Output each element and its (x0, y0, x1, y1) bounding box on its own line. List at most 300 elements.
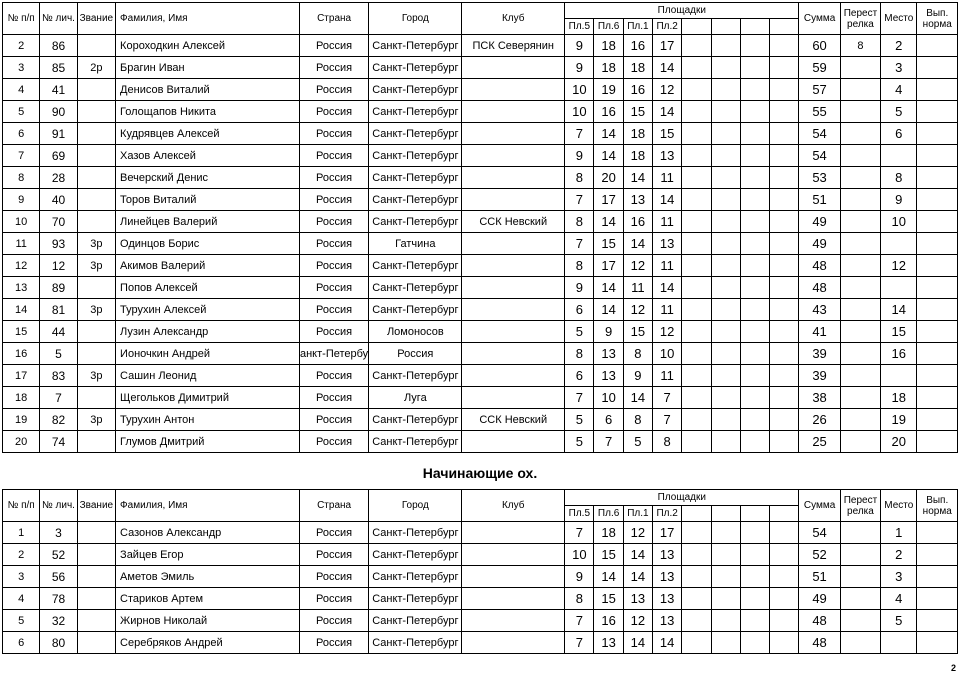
cell-country: Россия (299, 101, 369, 123)
cell-p1: 16 (623, 79, 652, 101)
cell-city: Санкт-Петербург (369, 522, 462, 544)
cell-blank (711, 544, 740, 566)
cell-norm (917, 321, 958, 343)
cell-name: Кудрявцев Алексей (116, 123, 300, 145)
header-place: Место (881, 490, 917, 522)
cell-num: 10 (3, 211, 40, 233)
table-row (3, 277, 958, 299)
cell-p2: 15 (653, 123, 682, 145)
cell-num: 3 (3, 57, 40, 79)
cell-city: Санкт-Петербург (369, 211, 462, 233)
results-table-main (2, 2, 958, 453)
cell-shootoff (840, 101, 880, 123)
cell-country: Россия (299, 431, 369, 453)
cell-blank (711, 145, 740, 167)
header-p2: Пл.2 (653, 506, 682, 522)
cell-club (462, 431, 565, 453)
cell-norm (917, 365, 958, 387)
cell-city: Санкт-Петербург (369, 588, 462, 610)
cell-p6: 9 (594, 321, 623, 343)
table-row (3, 189, 958, 211)
cell-blank (682, 57, 711, 79)
cell-p5: 9 (565, 35, 594, 57)
cell-p1: 12 (623, 522, 652, 544)
cell-city: Россия (369, 343, 462, 365)
table-row (3, 79, 958, 101)
cell-p2: 7 (653, 409, 682, 431)
cell-city: Санкт-Петербург (369, 79, 462, 101)
cell-p1: 18 (623, 57, 652, 79)
cell-blank (682, 101, 711, 123)
cell-lic: 5 (40, 343, 77, 365)
section-title: Начинающие ох. (422, 465, 538, 481)
cell-city: Санкт-Петербург (369, 431, 462, 453)
cell-p5: 6 (565, 299, 594, 321)
cell-city: Санкт-Петербург (369, 610, 462, 632)
cell-p6: 20 (594, 167, 623, 189)
header-club: Клуб (462, 490, 565, 522)
cell-country: Россия (299, 610, 369, 632)
header-shootoff: Перест релка (840, 3, 880, 35)
cell-blank (711, 387, 740, 409)
cell-blank (740, 566, 769, 588)
table-row (3, 123, 958, 145)
cell-shootoff (840, 277, 880, 299)
cell-lic: 85 (40, 57, 77, 79)
cell-lic: 82 (40, 409, 77, 431)
header-blank (711, 506, 740, 522)
cell-rank: 3р (77, 255, 115, 277)
cell-club: ССК Невский (462, 211, 565, 233)
table-body-beginners (3, 522, 958, 654)
cell-blank (740, 123, 769, 145)
cell-rank (77, 544, 115, 566)
cell-blank (740, 211, 769, 233)
cell-sum: 49 (799, 233, 840, 255)
cell-shootoff (840, 409, 880, 431)
table-row (3, 233, 958, 255)
header-sum: Сумма (799, 490, 840, 522)
cell-place: 19 (881, 409, 917, 431)
cell-p5: 7 (565, 233, 594, 255)
cell-p6: 13 (594, 365, 623, 387)
cell-p6: 14 (594, 277, 623, 299)
cell-city: Санкт-Петербург (369, 123, 462, 145)
cell-shootoff (840, 167, 880, 189)
cell-name: Турухин Алексей (116, 299, 300, 321)
cell-p6: 10 (594, 387, 623, 409)
table-header (3, 3, 958, 35)
cell-rank (77, 431, 115, 453)
header-blank (740, 19, 769, 35)
cell-blank (770, 211, 799, 233)
cell-place: 10 (881, 211, 917, 233)
cell-blank (770, 343, 799, 365)
cell-country: анкт-Петербу (299, 343, 369, 365)
cell-num: 6 (3, 123, 40, 145)
cell-city: Ломоносов (369, 321, 462, 343)
results-table-beginners (2, 489, 958, 654)
cell-blank (682, 365, 711, 387)
cell-club: ССК Невский (462, 409, 565, 431)
cell-blank (740, 588, 769, 610)
cell-club (462, 167, 565, 189)
cell-p5: 8 (565, 255, 594, 277)
cell-club (462, 145, 565, 167)
cell-city: Санкт-Петербург (369, 365, 462, 387)
cell-lic: 28 (40, 167, 77, 189)
cell-p6: 13 (594, 632, 623, 654)
cell-shootoff (840, 189, 880, 211)
cell-name: Серебряков Андрей (116, 632, 300, 654)
header-blank (770, 19, 799, 35)
cell-p6: 17 (594, 255, 623, 277)
header-shootoff: Перест релка (840, 490, 880, 522)
cell-p2: 17 (653, 35, 682, 57)
cell-blank (770, 189, 799, 211)
cell-p2: 14 (653, 101, 682, 123)
cell-club: ПСК Северянин (462, 35, 565, 57)
cell-place: 16 (881, 343, 917, 365)
cell-norm (917, 123, 958, 145)
cell-blank (740, 610, 769, 632)
cell-norm (917, 211, 958, 233)
header-p5: Пл.5 (565, 19, 594, 35)
cell-p2: 13 (653, 588, 682, 610)
cell-p2: 13 (653, 145, 682, 167)
cell-blank (682, 321, 711, 343)
cell-blank (770, 233, 799, 255)
cell-rank (77, 588, 115, 610)
cell-num: 5 (3, 610, 40, 632)
header-num: № п/п (3, 490, 40, 522)
cell-city: Санкт-Петербург (369, 544, 462, 566)
table-row (3, 255, 958, 277)
cell-city: Санкт-Петербург (369, 255, 462, 277)
table-row (3, 145, 958, 167)
cell-blank (682, 277, 711, 299)
header-rank: Звание (77, 490, 115, 522)
table-row (3, 409, 958, 431)
cell-blank (682, 387, 711, 409)
cell-place: 3 (881, 566, 917, 588)
cell-p1: 8 (623, 409, 652, 431)
cell-blank (711, 522, 740, 544)
cell-country: Россия (299, 123, 369, 145)
cell-place (881, 365, 917, 387)
cell-sum: 43 (799, 299, 840, 321)
cell-name: Линейцев Валерий (116, 211, 300, 233)
cell-num: 11 (3, 233, 40, 255)
cell-name: Голощапов Никита (116, 101, 300, 123)
cell-shootoff (840, 544, 880, 566)
header-name: Фамилия, Имя (116, 490, 300, 522)
cell-p6: 14 (594, 566, 623, 588)
cell-p1: 18 (623, 145, 652, 167)
cell-num: 4 (3, 588, 40, 610)
cell-place (881, 632, 917, 654)
cell-blank (711, 588, 740, 610)
cell-rank (77, 79, 115, 101)
cell-num: 2 (3, 35, 40, 57)
cell-lic: 41 (40, 79, 77, 101)
cell-p6: 14 (594, 145, 623, 167)
cell-place: 5 (881, 610, 917, 632)
cell-p2: 13 (653, 233, 682, 255)
cell-sum: 41 (799, 321, 840, 343)
cell-sum: 60 (799, 35, 840, 57)
cell-p1: 15 (623, 101, 652, 123)
cell-blank (740, 189, 769, 211)
cell-shootoff (840, 57, 880, 79)
cell-name: Сашин Леонид (116, 365, 300, 387)
cell-blank (682, 588, 711, 610)
cell-sum: 55 (799, 101, 840, 123)
cell-blank (711, 123, 740, 145)
header-p2: Пл.2 (653, 19, 682, 35)
cell-p2: 14 (653, 277, 682, 299)
cell-p5: 9 (565, 57, 594, 79)
cell-sum: 25 (799, 431, 840, 453)
cell-p1: 13 (623, 189, 652, 211)
cell-country: Россия (299, 588, 369, 610)
cell-p1: 14 (623, 632, 652, 654)
cell-num: 7 (3, 145, 40, 167)
cell-city: Санкт-Петербург (369, 35, 462, 57)
cell-club (462, 522, 565, 544)
cell-p5: 10 (565, 79, 594, 101)
cell-country: Россия (299, 409, 369, 431)
cell-p5: 9 (565, 145, 594, 167)
cell-blank (711, 211, 740, 233)
header-club: Клуб (462, 3, 565, 35)
header-blank (682, 19, 711, 35)
cell-blank (740, 365, 769, 387)
table-row (3, 167, 958, 189)
cell-blank (740, 409, 769, 431)
cell-sum: 49 (799, 211, 840, 233)
cell-p2: 11 (653, 211, 682, 233)
table-row (3, 522, 958, 544)
cell-norm (917, 588, 958, 610)
cell-num: 14 (3, 299, 40, 321)
cell-sum: 57 (799, 79, 840, 101)
page-number: 2 (950, 663, 956, 673)
cell-shootoff (840, 522, 880, 544)
cell-city: Санкт-Петербург (369, 632, 462, 654)
cell-blank (682, 409, 711, 431)
cell-p2: 13 (653, 610, 682, 632)
cell-country: Россия (299, 365, 369, 387)
cell-shootoff (840, 387, 880, 409)
cell-p5: 5 (565, 409, 594, 431)
cell-rank: 3р (77, 299, 115, 321)
cell-club (462, 588, 565, 610)
cell-blank (682, 566, 711, 588)
cell-rank (77, 35, 115, 57)
cell-name: Щегольков Димитрий (116, 387, 300, 409)
cell-name: Торов Виталий (116, 189, 300, 211)
cell-blank (770, 365, 799, 387)
cell-lic: 80 (40, 632, 77, 654)
cell-lic: 93 (40, 233, 77, 255)
cell-blank (770, 544, 799, 566)
cell-norm (917, 79, 958, 101)
cell-blank (740, 35, 769, 57)
cell-blank (682, 35, 711, 57)
cell-city: Санкт-Петербург (369, 409, 462, 431)
cell-rank (77, 145, 115, 167)
cell-place: 14 (881, 299, 917, 321)
cell-blank (711, 277, 740, 299)
cell-rank (77, 522, 115, 544)
cell-place: 12 (881, 255, 917, 277)
cell-blank (711, 57, 740, 79)
cell-city: Санкт-Петербург (369, 189, 462, 211)
cell-country: Россия (299, 544, 369, 566)
cell-shootoff (840, 610, 880, 632)
cell-rank (77, 610, 115, 632)
cell-blank (711, 233, 740, 255)
cell-norm (917, 522, 958, 544)
cell-blank (682, 632, 711, 654)
header-lic: № лич. (40, 490, 77, 522)
cell-blank (770, 387, 799, 409)
header-p1: Пл.1 (623, 506, 652, 522)
cell-club (462, 387, 565, 409)
cell-p1: 8 (623, 343, 652, 365)
cell-place: 3 (881, 57, 917, 79)
cell-norm (917, 189, 958, 211)
cell-num: 3 (3, 566, 40, 588)
header-blank (740, 506, 769, 522)
cell-blank (770, 610, 799, 632)
cell-shootoff (840, 233, 880, 255)
cell-club (462, 189, 565, 211)
cell-p1: 5 (623, 431, 652, 453)
cell-country: Россия (299, 255, 369, 277)
cell-norm (917, 387, 958, 409)
cell-shootoff: 8 (840, 35, 880, 57)
cell-blank (682, 123, 711, 145)
cell-name: Аметов Эмиль (116, 566, 300, 588)
cell-blank (770, 123, 799, 145)
cell-blank (770, 277, 799, 299)
table-row (3, 299, 958, 321)
cell-norm (917, 101, 958, 123)
cell-sum: 54 (799, 123, 840, 145)
cell-blank (770, 57, 799, 79)
cell-norm (917, 343, 958, 365)
cell-p5: 7 (565, 189, 594, 211)
cell-name: Ионочкин Андрей (116, 343, 300, 365)
cell-city: Санкт-Петербург (369, 299, 462, 321)
cell-name: Стариков Артем (116, 588, 300, 610)
cell-name: Акимов Валерий (116, 255, 300, 277)
cell-blank (770, 321, 799, 343)
cell-p2: 14 (653, 189, 682, 211)
cell-blank (740, 277, 769, 299)
cell-country: Россия (299, 233, 369, 255)
table-row (3, 387, 958, 409)
cell-lic: 52 (40, 544, 77, 566)
cell-p6: 15 (594, 588, 623, 610)
cell-num: 8 (3, 167, 40, 189)
cell-place: 4 (881, 79, 917, 101)
cell-p2: 11 (653, 167, 682, 189)
cell-p2: 11 (653, 365, 682, 387)
cell-p5: 10 (565, 544, 594, 566)
cell-p1: 13 (623, 588, 652, 610)
cell-place: 1 (881, 522, 917, 544)
cell-shootoff (840, 588, 880, 610)
cell-name: Вечерский Денис (116, 167, 300, 189)
cell-shootoff (840, 79, 880, 101)
cell-city: Санкт-Петербург (369, 101, 462, 123)
header-blank (770, 506, 799, 522)
cell-p6: 18 (594, 522, 623, 544)
header-name: Фамилия, Имя (116, 3, 300, 35)
cell-blank (770, 566, 799, 588)
cell-norm (917, 145, 958, 167)
cell-club (462, 632, 565, 654)
cell-city: Санкт-Петербург (369, 167, 462, 189)
cell-p6: 14 (594, 211, 623, 233)
cell-num: 9 (3, 189, 40, 211)
header-norm: Вып. норма (917, 490, 958, 522)
cell-rank: 3р (77, 409, 115, 431)
cell-norm (917, 277, 958, 299)
cell-sum: 39 (799, 365, 840, 387)
cell-rank: 3р (77, 365, 115, 387)
cell-blank (682, 79, 711, 101)
cell-place: 2 (881, 544, 917, 566)
cell-num: 18 (3, 387, 40, 409)
cell-p1: 14 (623, 167, 652, 189)
cell-lic: 81 (40, 299, 77, 321)
cell-club (462, 123, 565, 145)
header-place: Место (881, 3, 917, 35)
cell-blank (740, 101, 769, 123)
cell-blank (740, 343, 769, 365)
cell-norm (917, 299, 958, 321)
cell-rank (77, 387, 115, 409)
cell-num: 6 (3, 632, 40, 654)
cell-blank (682, 233, 711, 255)
cell-shootoff (840, 566, 880, 588)
cell-lic: 3 (40, 522, 77, 544)
cell-blank (740, 321, 769, 343)
header-p6: Пл.6 (594, 19, 623, 35)
cell-shootoff (840, 632, 880, 654)
header-norm: Вып. норма (917, 3, 958, 35)
cell-sum: 49 (799, 588, 840, 610)
cell-club (462, 57, 565, 79)
header-rank: Звание (77, 3, 115, 35)
cell-blank (682, 255, 711, 277)
header-blank (711, 19, 740, 35)
cell-sum: 48 (799, 610, 840, 632)
header-country: Страна (299, 490, 369, 522)
cell-sum: 51 (799, 566, 840, 588)
cell-num: 4 (3, 79, 40, 101)
cell-rank (77, 566, 115, 588)
header-city: Город (369, 3, 462, 35)
table-row (3, 101, 958, 123)
cell-sum: 48 (799, 255, 840, 277)
cell-lic: 70 (40, 211, 77, 233)
table-row (3, 610, 958, 632)
